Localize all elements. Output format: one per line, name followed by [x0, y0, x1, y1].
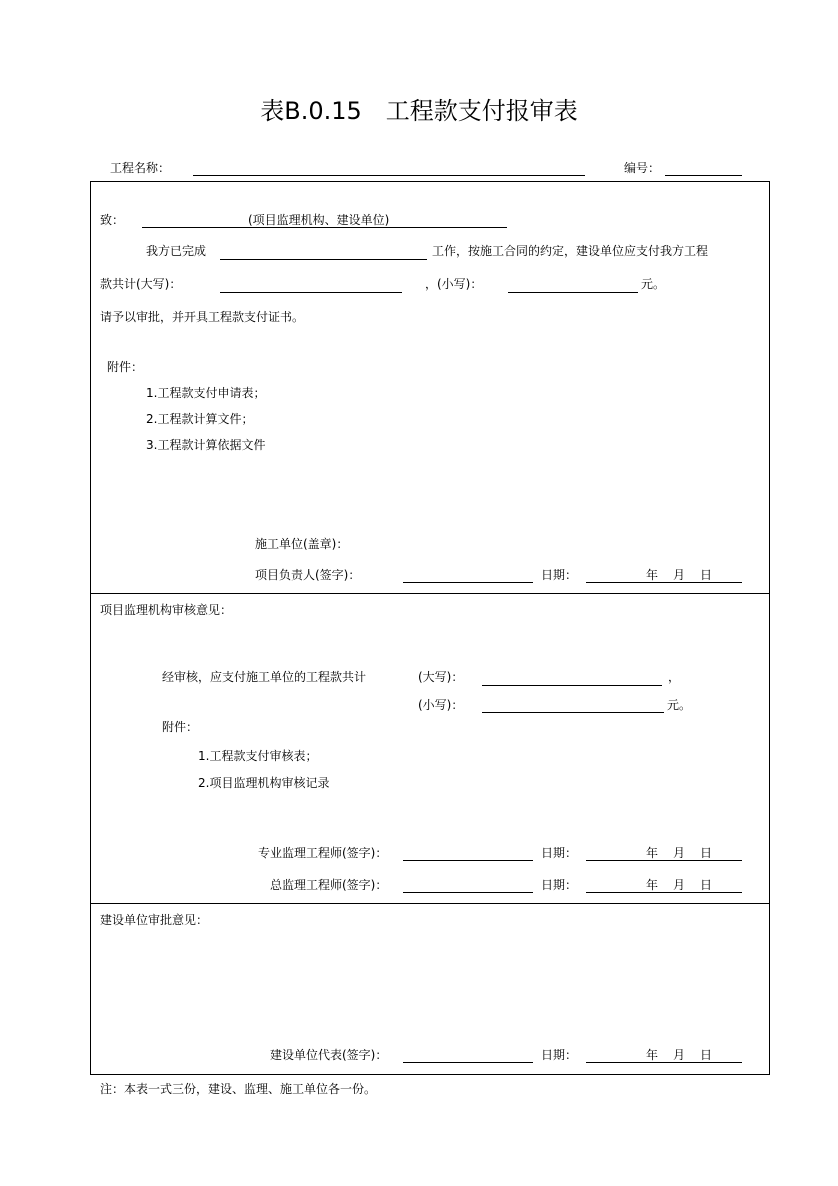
date-field[interactable]: [586, 1062, 742, 1063]
attachment-item: 2.项目监理机构审核记录: [198, 776, 330, 790]
project-name-label: 工程名称：: [110, 161, 171, 175]
manager-sign-field[interactable]: [403, 582, 533, 583]
approved-lower-field[interactable]: [482, 712, 664, 713]
date-field[interactable]: [586, 860, 742, 861]
footnote: 注：本表一式三份，建设、监理、施工单位各一份。: [100, 1082, 377, 1096]
request-text: 请予以审批，并开具工程款支付证书。: [100, 310, 305, 324]
month-unit: 月: [673, 846, 686, 860]
total-lower-field[interactable]: [508, 292, 638, 293]
approved-upper-field[interactable]: [482, 685, 662, 686]
comma: ，: [668, 670, 681, 684]
attachment-item: 2.工程款计算文件；: [146, 412, 254, 426]
supervision-heading: 项目监理机构审核意见：: [100, 603, 233, 617]
year-unit: 年: [646, 846, 659, 860]
review-text: 经审核，应支付施工单位的工程款共计: [162, 670, 367, 684]
total-upper-field[interactable]: [220, 292, 402, 293]
completed-work-field[interactable]: [220, 259, 427, 260]
specialist-sign-field[interactable]: [403, 860, 533, 861]
upper-label: (大写)：: [418, 670, 464, 684]
year-unit: 年: [646, 568, 659, 582]
total-upper-label: 款共计(大写)：: [100, 277, 182, 291]
attachments-label: 附件：: [162, 720, 199, 734]
chief-sign-field[interactable]: [403, 892, 533, 893]
month-unit: 月: [673, 568, 686, 582]
to-field[interactable]: [142, 227, 507, 228]
attachments-label: 附件：: [107, 360, 144, 374]
year-unit: 年: [646, 878, 659, 892]
date-field[interactable]: [586, 892, 742, 893]
month-unit: 月: [673, 1048, 686, 1062]
day-unit: 日: [700, 878, 713, 892]
chief-sign-label: 总监理工程师(签字)：: [270, 878, 388, 892]
day-unit: 日: [700, 846, 713, 860]
attachment-item: 1.工程款支付审核表；: [198, 749, 318, 763]
section-divider: [90, 903, 770, 904]
owner-heading: 建设单位审批意见：: [100, 913, 209, 927]
to-label: 致：: [100, 213, 125, 227]
attachment-item: 1.工程款支付申请表；: [146, 386, 266, 400]
date-label: 日期：: [541, 878, 578, 892]
contractor-seal-label: 施工单位(盖章)：: [255, 537, 349, 551]
page-title: 表B.0.15 工程款支付报审表: [260, 97, 578, 125]
lower-label: (小写)：: [418, 698, 464, 712]
total-lower-label: ，(小写)：: [425, 277, 483, 291]
date-label: 日期：: [541, 1048, 578, 1062]
day-unit: 日: [700, 1048, 713, 1062]
section-divider: [90, 593, 770, 594]
number-field[interactable]: [665, 175, 742, 176]
attachment-item: 3.工程款计算依据文件: [146, 438, 266, 452]
completed-prefix: 我方已完成: [146, 244, 207, 258]
rep-sign-field[interactable]: [403, 1062, 533, 1063]
yuan-label: 元。: [667, 698, 692, 712]
rep-sign-label: 建设单位代表(签字)：: [270, 1048, 388, 1062]
date-field[interactable]: [586, 582, 742, 583]
date-label: 日期：: [541, 846, 578, 860]
month-unit: 月: [673, 878, 686, 892]
day-unit: 日: [700, 568, 713, 582]
manager-sign-label: 项目负责人(签字)：: [255, 568, 361, 582]
specialist-sign-label: 专业监理工程师(签字)：: [258, 846, 388, 860]
completed-suffix: 工作，按施工合同的约定，建设单位应支付我方工程: [432, 244, 709, 258]
to-hint: (项目监理机构、建设单位): [248, 213, 390, 227]
project-name-field[interactable]: [193, 175, 585, 176]
year-unit: 年: [646, 1048, 659, 1062]
number-label: 编号：: [624, 161, 661, 175]
yuan-label: 元。: [641, 277, 666, 291]
date-label: 日期：: [541, 568, 578, 582]
